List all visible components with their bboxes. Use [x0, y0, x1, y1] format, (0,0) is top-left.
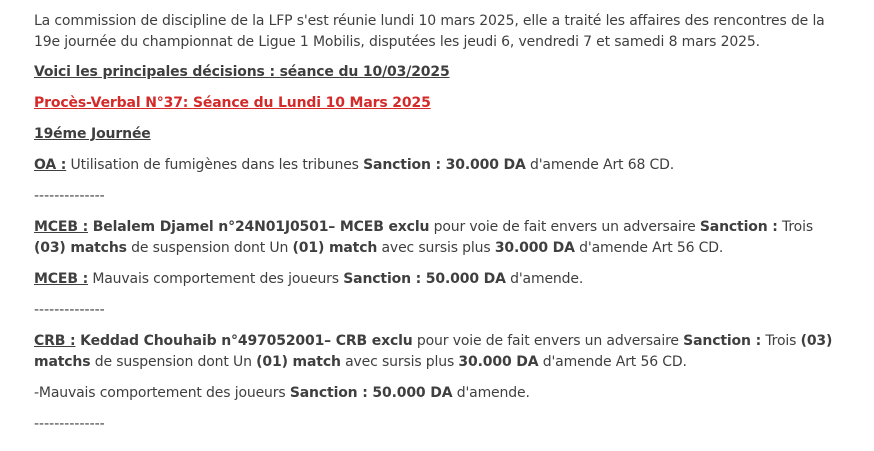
decision-text: -Mauvais comportement des joueurs	[34, 385, 290, 401]
club-label-mceb: MCEB :	[34, 271, 89, 287]
sanction-label: Sanction : 50.000 DA	[343, 271, 506, 287]
match-count: (01) match	[292, 240, 378, 256]
intro-paragraph: La commission de discipline de la LFP s'est réunie lundi 10 mars 2025, elle a traité les affaires des rencontres de la 19e journée du championnat de Ligue 1 Mobilis, disputées les jeudi 6, vendredi 7 et samedi 8 mars 2025.	[34, 13, 825, 50]
journee-heading	[34, 124, 834, 145]
decision-text: d'amende Art 68 CD.	[525, 157, 675, 173]
fine-amount: 30.000 DA	[494, 240, 575, 256]
sanction-label: Sanction :	[699, 219, 778, 235]
decision-text: d'amende Art 56 CD.	[574, 240, 724, 256]
sanction-label: Sanction :	[683, 333, 762, 349]
decision-oa	[34, 155, 834, 176]
decision-text: avec sursis plus	[340, 354, 459, 370]
matchs-count: (03) matchs	[34, 240, 127, 256]
decision-text: pour voie de fait envers un adversaire	[429, 219, 700, 235]
decisions-headline-text: Voici les principales décisions : séance du 10/03/2025	[34, 64, 450, 80]
decision-text: Utilisation de fumigènes dans les tribunes	[66, 157, 364, 173]
decision-text: d'amende.	[452, 385, 530, 401]
decision-text: de suspension dont Un	[126, 240, 293, 256]
matchs-count: (03) matchs	[34, 333, 833, 370]
decision-crb-team	[34, 383, 834, 404]
fine-amount: 30.000 DA	[458, 354, 539, 370]
decision-mceb-team	[34, 269, 834, 290]
sanction-label: Sanction : 50.000 DA	[289, 385, 453, 401]
separator: --------------	[34, 416, 105, 432]
decision-text: d'amende.	[505, 271, 584, 287]
decision-text: de suspension dont Un	[90, 354, 257, 370]
journee-heading-text: 19éme Journée	[34, 126, 151, 142]
decision-mceb-player	[34, 217, 834, 259]
decision-text: avec sursis plus	[377, 240, 495, 256]
pv-title-text: Procès-Verbal N°37: Séance du Lundi 10 Mars 2025	[34, 95, 431, 111]
match-count: (01) match	[256, 354, 341, 370]
decision-text: Mauvais comportement des joueurs	[88, 271, 344, 287]
club-label-oa: OA :	[34, 157, 67, 173]
decision-text: d'amende Art 56 CD.	[538, 354, 687, 370]
sanction-label: Sanction : 30.000 DA	[363, 157, 526, 173]
pv-title	[34, 93, 834, 114]
decision-text: pour voie de fait envers un adversaire	[412, 333, 684, 349]
club-label-crb: CRB :	[34, 333, 76, 349]
club-label-mceb: MCEB :	[34, 219, 89, 235]
player-info: Belalem Djamel n°24N01J0501– MCEB exclu	[88, 219, 430, 235]
player-info: Keddad Chouhaib n°497052001– CRB exclu	[75, 333, 413, 349]
separator: --------------	[34, 188, 105, 204]
separator: --------------	[34, 302, 105, 318]
decision-text: Trois	[777, 219, 813, 235]
decisions-headline	[34, 62, 834, 83]
decision-text: Trois	[761, 333, 801, 349]
decision-crb-player	[34, 331, 834, 373]
